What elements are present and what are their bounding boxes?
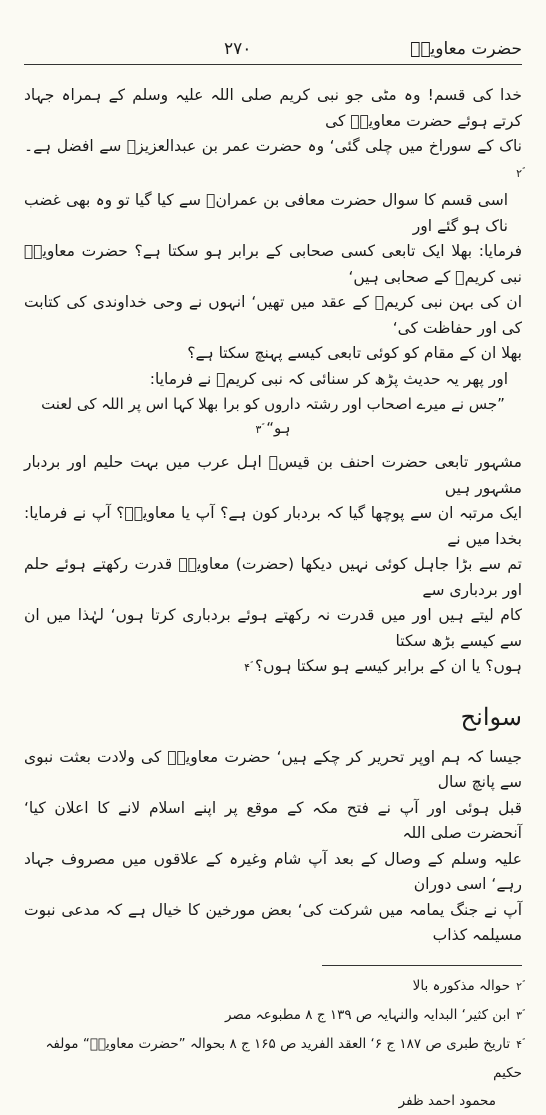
paragraph-2 bbox=[24, 188, 522, 367]
text-line: فرمایا: بھلا ایک تابعی کسی صحابی کے برابر ہو سکتا ہے؟ حضرت معاویہؓ نبی کریمؐ کے صحابی ہیں‘ bbox=[24, 242, 522, 286]
footnote-item: ؐ۲حوالہ مذکورہ بالا bbox=[412, 977, 522, 994]
text-line: خدا کی قسم! وہ مٹی جو نبی کریم صلی اللہ علیہ وسلم کے ہمراہ جہاد کرتے ہوئے حضرت معاویہؓ کی bbox=[24, 86, 522, 130]
footnote-item: ؐ۴تاریخ طبری ص ۱۸۷ ج ۶‘ العقد الفرید ص ۱۶۵ ج ۸ بحوالہ ”حضرت معاویہؓ“ مولفہ حکیم bbox=[45, 1035, 522, 1081]
text-line: کام لیتے ہیں اور میں قدرت نہ رکھتے ہوئے بردباری کرتا ہوں‘ لہٰذا میں ان سے کیسے بڑھ سکتا bbox=[24, 606, 522, 650]
footnote-mark: ؐ۲ bbox=[516, 166, 522, 180]
page-header bbox=[24, 30, 522, 65]
footnote-rule bbox=[322, 965, 522, 966]
footnote-mark: ؐ۳ bbox=[255, 423, 262, 436]
quote-line: ”جس نے میرے اصحاب اور رشتہ داروں کو برا بھلا کہا اس پر اللہ کی لعنت bbox=[41, 395, 505, 413]
running-title: حضرت معاویہؓ bbox=[410, 39, 522, 59]
paragraph-5 bbox=[24, 745, 522, 949]
paragraph-3 bbox=[24, 367, 522, 393]
footnote-item: ؐ۳ابن کثیر‘ البدایہ والنہایہ ص ۱۳۹ ج ۸ مطبوعہ مصر bbox=[224, 1006, 522, 1023]
footnotes bbox=[24, 965, 522, 1115]
text-line: اسی قسم کا سوال حضرت معافی بن عمرانؒ سے کیا گیا تو وہ بھی غضب ناک ہو گئے اور bbox=[24, 191, 508, 235]
text-line: ہوں؟ یا ان کے برابر کیسے ہو سکتا ہوں؟ ؐ۴ bbox=[244, 657, 522, 675]
text-line: ایک مرتبہ ان سے پوچھا گیا کہ بردبار کون ہے؟ آپ یا معاویہؓ؟ آپ نے فرمایا: بخدا میں نے bbox=[24, 504, 522, 548]
text-line: مشہور تابعی حضرت احنف بن قیسؒ اہل عرب میں بہت حلیم اور بردبار مشہور ہیں bbox=[24, 453, 522, 497]
text-line: علیہ وسلم کے وصال کے بعد آپ شام وغیرہ کے علاقوں میں مصروف جہاد رہے‘ اسی دوران bbox=[24, 849, 522, 893]
text-line: ناک کے سوراخ میں چلی گئی‘ وہ حضرت عمر بن عبدالعزیزؒ سے افضل ہے۔ ؐ۲ bbox=[24, 137, 522, 180]
footnote-mark: ؐ۴ bbox=[244, 661, 251, 674]
section-heading: سوانح bbox=[460, 702, 522, 731]
page-number: ۲۷۰ bbox=[224, 39, 252, 59]
footnote-continuation: محمود احمد ظفر bbox=[398, 1092, 496, 1109]
text-line: قبل ہوئی اور آپ نے فتح مکہ کے موقع پر اپنے اسلام لانے کا اعلان کیا‘ آنحضرت صلی اللہ bbox=[24, 798, 522, 842]
text-line: بھلا ان کے مقام کو کوئی تابعی کیسے پہنچ سکتا ہے؟ bbox=[187, 344, 522, 362]
text-line: اور پھر یہ حدیث پڑھ کر سنائی کہ نبی کریمؐ نے فرمایا: bbox=[149, 369, 508, 388]
text-line: تم سے بڑا جاہل کوئی نہیں دیکھا (حضرت) معاویہؓ قدرت رکھتے ہوئے حلم اور بردباری سے bbox=[24, 555, 522, 599]
hadith-quote bbox=[30, 392, 516, 442]
text-line: جیسا کہ ہم اوپر تحریر کر چکے ہیں‘ حضرت معاویہؓ کی ولادت بعثت نبوی سے پانچ سال bbox=[24, 747, 522, 791]
paragraph-1 bbox=[24, 83, 522, 186]
paragraph-4 bbox=[24, 450, 522, 681]
text-line: آپ نے جنگ یمامہ میں شرکت کی‘ بعض مورخین کا خیال ہے کہ مدعی نبوت مسیلمہ کذاب bbox=[24, 900, 522, 944]
text-line: ان کی بہن نبی کریمؐ کے عقد میں تھیں‘ انہوں نے وحی خداوندی کی کتابت کی اور حفاظت کی‘ bbox=[24, 293, 522, 337]
quote-line: ہو“ ؐ۳ bbox=[255, 419, 291, 437]
